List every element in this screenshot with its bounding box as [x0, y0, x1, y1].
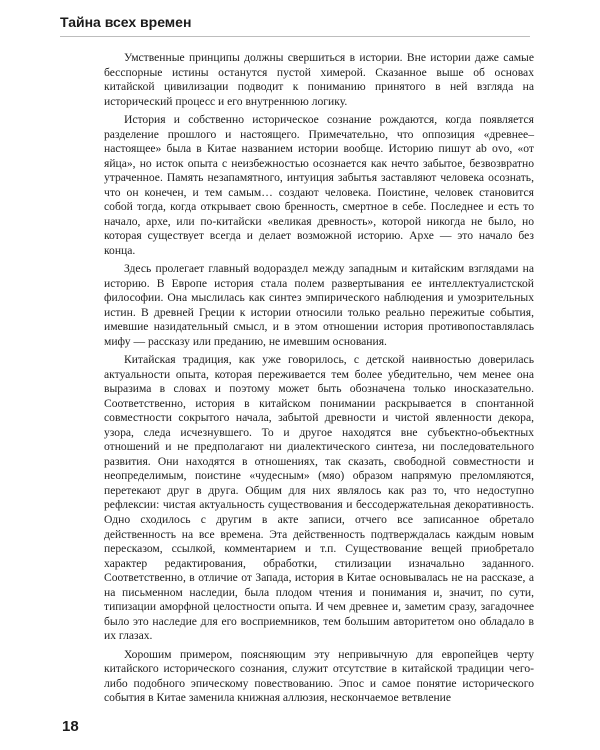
running-header: Тайна всех времен: [60, 14, 192, 30]
paragraph: Здесь пролегает главный водораздел между западным и китайским взглядами на историю. В Европе история стала полем развертывания ее интеллектуалистской философии. Она мыслилась как синтез эмпирического наблюдения и умозрительных истин. В древней Греции к истории относили только реально пережитые события, имевшие назидательный смысл, и в этом отношении история противопоставлялась мифу — рассказу или преданию, не имевшим основания.: [104, 262, 534, 348]
paragraph: Китайская традиция, как уже говорилось, с детской наивностью доверилась актуальности опыта, которая переживается тем более убедительно, чем менее она выразима в словах и поэтому может быть обозначена только иносказательно. Соответственно, история в китайском понимании раскрывается в спонтанной совместности сокрытого начала, забытой древности и чистой явленности декора, узора, следа исчезнувшего. То и другое находятся вне субъектно-объектных отношений и не предполагают ни диалектического синтеза, ни последовательного развития. Они находятся в отношениях, так сказать, свободной совместности и неопределимым, поистине «чудесным» (мяо) образом напрямую преломляются, перетекают друг в друга. Общим для них являлось как раз то, что недоступно рефлексии: чистая актуальность существования и бессодержательная декоративность. Одно сходилось с другим в акте записи, отчего все записанное обретало действенность на все времена. Эта действенность подтверждалась каждым новым пересказом, ссылкой, комментарием и т.п. Существование вещей приобретало характер редактирования, обработки, стилизации изначально заданного. Соответственно, в отличие от Запада, история в Китае основывалась не на рассказе, а на письменном наследии, была плодом чтения и понимания и, значит, по сути, типизации аморфной целостности опыта. И чем древнее и, заметим сразу, загадочнее было это наследие для его восприемников, тем большим авторитетом оно обладало в их глазах.: [104, 353, 534, 643]
body-text: [104, 51, 534, 710]
page-number: 18: [62, 718, 79, 735]
paragraph: История и собственно историческое сознание рождаются, когда появляется разделение прошлого и настоящего. Примечательно, что оппозиция «древнее–настоящее» была в Китае названием истории вообще. Историю пишут ab ovo, «от яйца», но исток опыта с неизбежностью осознается как нечто забытое, безвозвратно утраченное. Память незапамятного, интуиция забытья заставляют человека осознать, что он конечен, и тем самым… создают человека. Поистине, человек становится собой тогда, когда открывает свою бренность, смертное в себе. Последнее и есть то начало, архе, или по-китайски «великая древность», которой никогда не было, но которая существует всегда и делает возможной историю. Архе — это начало без конца.: [104, 113, 534, 257]
header-rule: [60, 36, 530, 37]
paragraph: Умственные принципы должны свершиться в истории. Вне истории даже самые бесспорные истины останутся пустой химерой. Сказанное выше об основах китайской цивилизации подводит к пониманию принятого в ней взгляда на исторический процесс и его внутреннюю логику.: [104, 51, 534, 108]
paragraph: Хорошим примером, поясняющим эту непривычную для европейцев черту китайского исторического сознания, служит отсутствие в китайской традиции чего-либо подобного эпическому повествованию. Эпос и самое понятие исторического события в Китае заменила книжная аллюзия, нескончаемое ветвление: [104, 647, 534, 705]
